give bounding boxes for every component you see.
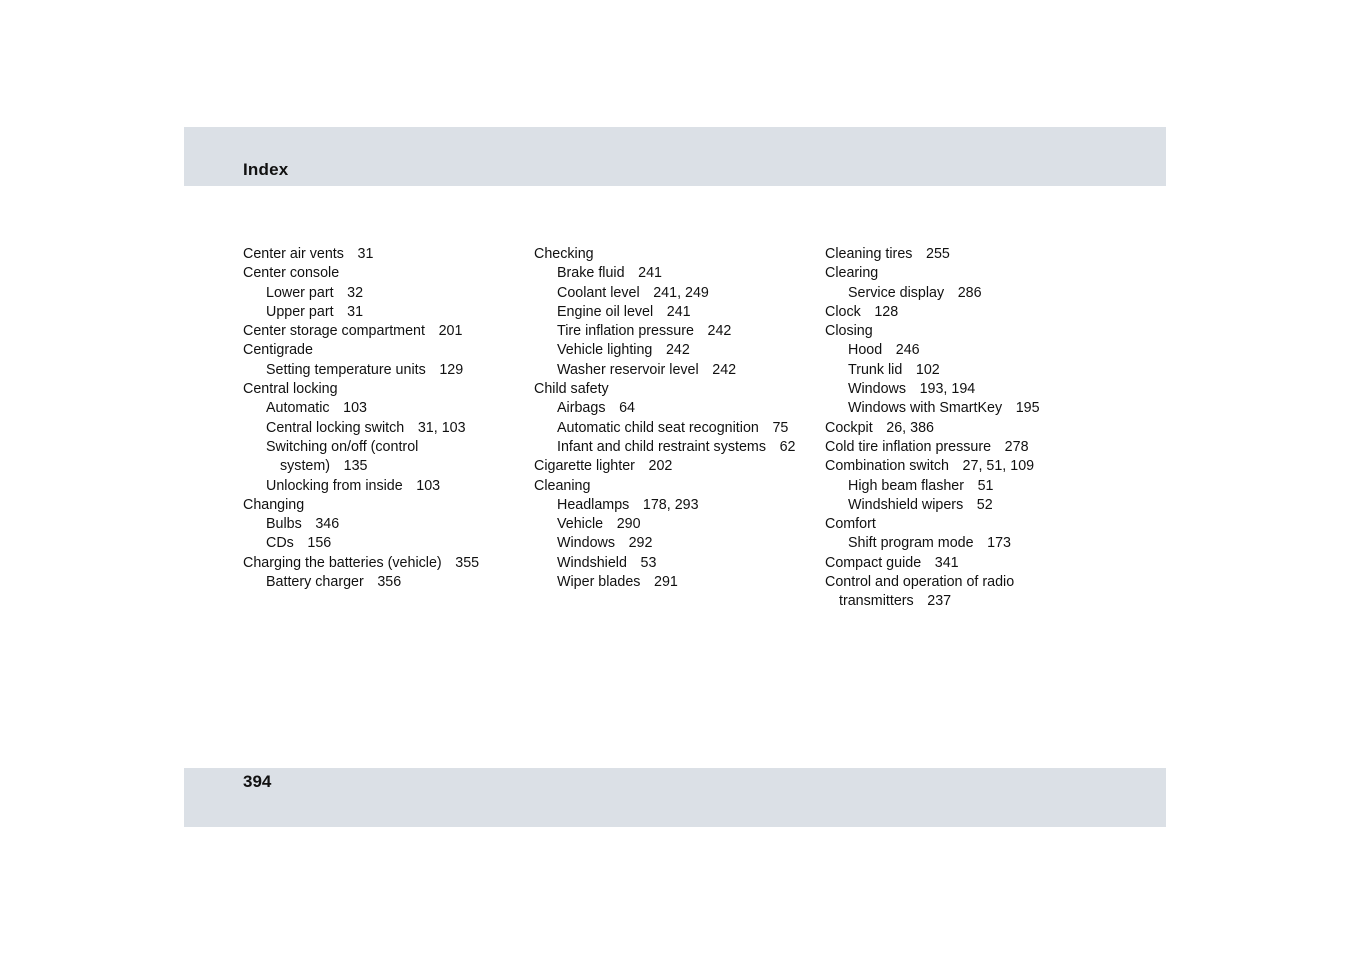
index-page-ref: 178, 293 [642, 496, 699, 513]
index-term: Child safety [534, 381, 609, 398]
index-subentry [825, 341, 1040, 360]
index-subentry [825, 592, 1040, 611]
index-entry [243, 264, 479, 283]
index-subentry [243, 361, 479, 380]
index-term: Cleaning [534, 477, 591, 494]
index-subentry [825, 380, 1040, 399]
index-page-ref: 355 [455, 554, 480, 571]
index-term: Cold tire inflation pressure [825, 438, 992, 455]
index-term: Switching on/off (control [266, 438, 419, 455]
index-subentry [534, 322, 795, 341]
index-term: Upper part [266, 303, 334, 320]
index-term: Cockpit [825, 419, 873, 436]
index-page-ref: 242 [707, 323, 732, 340]
index-page-ref: 202 [648, 458, 673, 475]
index-page-ref: 64 [619, 400, 635, 417]
index-page-ref: 129 [439, 361, 464, 378]
index-subentry [534, 554, 795, 573]
index-page-ref: 51 [977, 477, 994, 494]
index-term: Headlamps [557, 496, 630, 513]
index-term: Tire inflation pressure [557, 323, 694, 340]
index-term: Charging the batteries (vehicle) [243, 554, 442, 571]
index-term: Combination switch [825, 458, 949, 475]
index-subentry [534, 361, 795, 380]
index-term: Windshield wipers [848, 496, 964, 513]
index-subentry [243, 457, 479, 476]
index-entry [534, 477, 795, 496]
index-subentry [243, 534, 479, 553]
index-entry [825, 245, 1040, 264]
index-term: Clock [825, 303, 861, 320]
index-column-2 [534, 245, 795, 592]
index-subentry [243, 419, 479, 438]
index-page-ref: 195 [1015, 400, 1040, 417]
index-subentry [534, 438, 795, 457]
index-page-ref: 62 [779, 438, 796, 455]
index-term: Central locking [243, 381, 338, 398]
index-term: Central locking switch [266, 419, 405, 436]
index-page-ref: 341 [934, 554, 959, 571]
index-entry [534, 457, 795, 476]
index-page-ref: 241, 249 [653, 284, 709, 301]
page-title: Index [243, 160, 289, 179]
index-entry [825, 322, 1040, 341]
index-entry [825, 457, 1040, 476]
index-term: Centigrade [243, 342, 313, 359]
index-term: Service display [848, 284, 945, 301]
index-page-ref: 241 [666, 303, 691, 320]
index-entry [243, 554, 479, 573]
index-subentry [534, 515, 795, 534]
index-entry [243, 341, 479, 360]
index-term: Wiper blades [557, 574, 641, 591]
index-entry [243, 380, 479, 399]
index-page-ref: 53 [640, 554, 657, 571]
index-subentry [243, 303, 479, 322]
index-term: Windows [557, 535, 615, 552]
index-subentry [534, 534, 795, 553]
index-subentry [825, 399, 1040, 418]
index-term: Unlocking from inside [266, 477, 403, 494]
index-subentry [243, 515, 479, 534]
index-subentry [243, 573, 479, 592]
index-term: Center storage compartment [243, 323, 425, 340]
index-page-ref: 52 [976, 496, 993, 513]
index-entry [825, 515, 1040, 534]
index-term: Shift program mode [848, 535, 974, 552]
index-term: Closing [825, 323, 873, 340]
index-page-ref: 286 [957, 284, 982, 301]
index-subentry [243, 399, 479, 418]
index-subentry [243, 284, 479, 303]
index-page-ref: 26, 386 [886, 419, 934, 436]
index-page-ref: 135 [343, 458, 368, 475]
index-term: Checking [534, 246, 594, 262]
index-page-ref: 75 [772, 419, 789, 436]
index-entry [825, 303, 1040, 322]
index-term: Lower part [266, 284, 334, 301]
index-entry [243, 245, 479, 264]
index-subentry [825, 534, 1040, 553]
index-page-ref: 128 [874, 303, 899, 320]
index-term: CDs [266, 535, 294, 552]
index-subentry [534, 573, 795, 592]
index-subentry [825, 284, 1040, 303]
index-term: Center air vents [243, 246, 344, 262]
index-term: Compact guide [825, 554, 922, 571]
index-entry [825, 438, 1040, 457]
index-subentry [534, 341, 795, 360]
index-subentry [534, 303, 795, 322]
index-subentry [243, 438, 479, 457]
index-term: Coolant level [557, 284, 640, 301]
index-page-ref: 242 [665, 342, 690, 359]
index-page-ref: 255 [926, 246, 950, 262]
index-subentry [534, 284, 795, 303]
index-page-ref: 32 [347, 284, 364, 301]
index-term: Center console [243, 265, 340, 282]
index-page-ref: 278 [1004, 438, 1029, 455]
index-page-ref: 31 [347, 303, 364, 320]
index-term: Cigarette lighter [534, 458, 635, 475]
index-term: Windows with SmartKey [848, 400, 1003, 417]
index-subentry [825, 361, 1040, 380]
index-page-ref: 356 [377, 574, 402, 591]
index-term: Automatic [266, 400, 330, 417]
index-page-ref: 156 [307, 535, 332, 552]
index-entry [825, 264, 1040, 283]
page-number: 394 [243, 772, 272, 791]
index-term: Battery charger [266, 574, 364, 591]
index-entry [825, 554, 1040, 573]
index-entry [534, 245, 795, 264]
header-band [184, 127, 1166, 186]
index-page-ref: 31, 103 [417, 419, 466, 436]
index-page-ref: 290 [616, 516, 641, 533]
index-term: system) [280, 458, 331, 475]
index-subentry [825, 477, 1040, 496]
index-term: Cleaning tires [825, 246, 913, 262]
index-page-ref: 102 [915, 361, 940, 378]
index-entry [243, 496, 479, 515]
index-subentry [534, 264, 795, 283]
index-term: Setting temperature units [266, 361, 426, 378]
index-subentry [534, 399, 795, 418]
index-page-ref: 241 [638, 265, 662, 282]
index-entry [243, 322, 479, 341]
index-term: Windshield [557, 554, 627, 571]
index-term: Hood [848, 342, 883, 359]
index-page-ref: 31 [357, 246, 374, 262]
index-term: Brake fluid [557, 265, 625, 282]
index-term: Vehicle [557, 516, 604, 533]
index-term: Clearing [825, 265, 879, 282]
index-term: Engine oil level [557, 303, 654, 320]
index-term: Trunk lid [848, 361, 903, 378]
index-term: Vehicle lighting [557, 342, 653, 359]
index-page-ref: 193, 194 [919, 381, 976, 398]
index-subentry [534, 496, 795, 515]
index-term: transmitters [839, 593, 914, 610]
footer-band [184, 768, 1166, 827]
index-page-ref: 237 [927, 593, 952, 610]
index-page-ref: 173 [987, 535, 1011, 552]
index-page-ref: 246 [895, 342, 920, 359]
index-entry [825, 573, 1040, 592]
index-term: Infant and child restraint systems [557, 438, 766, 455]
index-term: Washer reservoir level [557, 361, 699, 378]
index-term: Airbags [557, 400, 606, 417]
index-term: Changing [243, 496, 305, 513]
index-term: Control and operation of radio [825, 574, 1015, 591]
index-subentry [825, 496, 1040, 515]
index-page-ref: 201 [438, 323, 463, 340]
index-page-ref: 242 [712, 361, 737, 378]
index-page-ref: 346 [315, 516, 340, 533]
index-page-ref: 27, 51, 109 [962, 458, 1035, 475]
index-column-1 [243, 245, 479, 592]
index-subentry [534, 419, 795, 438]
index-term: Bulbs [266, 516, 302, 533]
index-term: High beam flasher [848, 477, 965, 494]
index-term: Automatic child seat recognition [557, 419, 759, 436]
index-subentry [243, 477, 479, 496]
index-entry [534, 380, 795, 399]
index-entry [825, 419, 1040, 438]
index-page-ref: 292 [628, 535, 653, 552]
index-page-ref: 291 [654, 574, 678, 591]
index-page-ref: 103 [343, 400, 368, 417]
index-term: Comfort [825, 516, 876, 533]
index-page-ref: 103 [416, 477, 441, 494]
index-term: Windows [848, 381, 906, 398]
index-column-3 [825, 245, 1040, 612]
